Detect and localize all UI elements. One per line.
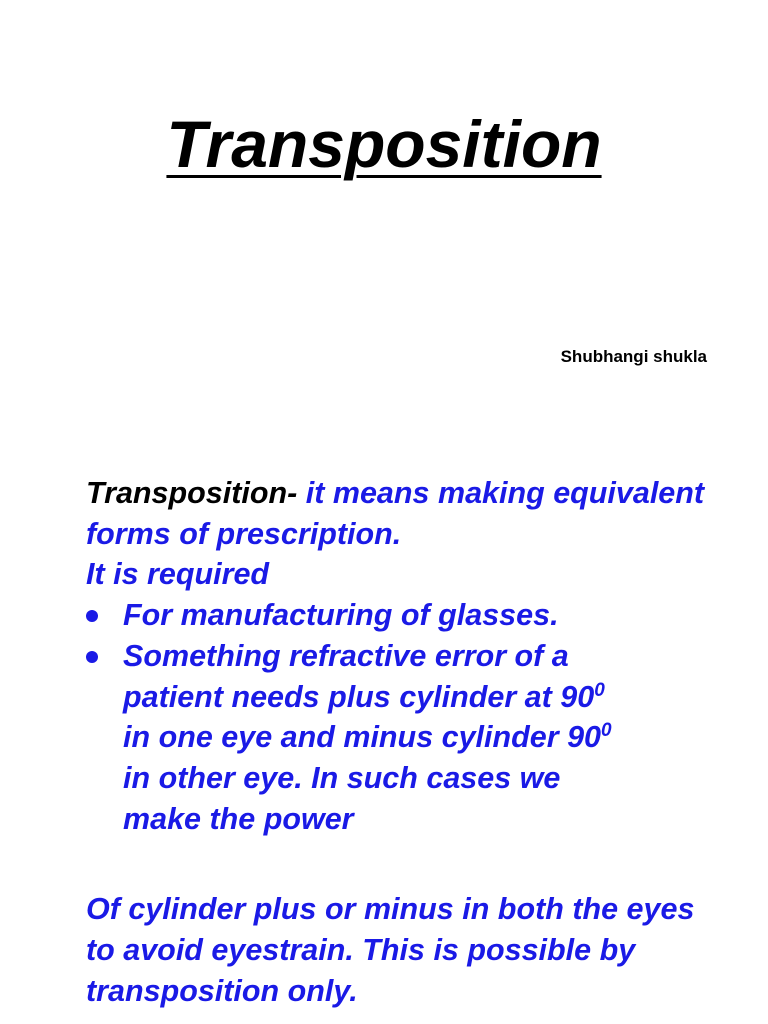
bullet-text-part: in other eye. In such cases we make the power	[123, 760, 561, 836]
degree-superscript: 0	[594, 679, 605, 701]
list-item	[86, 595, 736, 636]
bullet-icon	[86, 651, 98, 663]
bullet-icon	[86, 610, 98, 622]
definition-text: it means making equivalent forms of prescription.	[86, 476, 705, 551]
closing-paragraph: Of cylinder plus or minus in both the eyes to avoid eyestrain. This is possible by transposition only.	[86, 892, 695, 1008]
list-item	[86, 636, 736, 840]
definition-paragraph	[86, 473, 736, 554]
requirement-intro: It is required	[86, 557, 270, 592]
definition-term: Transposition-	[86, 476, 298, 510]
slide-body	[86, 473, 736, 1011]
requirement-list	[86, 595, 736, 839]
slide-title-text: Transposition	[166, 107, 602, 181]
bullet-text-part: Something refractive error of a patient needs plus cylinder at 90	[123, 638, 595, 714]
slide-title	[0, 104, 768, 184]
degree-superscript: 0	[601, 720, 612, 742]
bullet-text-part: in one eye and minus cylinder 90	[123, 679, 622, 755]
bullet-text: For manufacturing of glasses.	[123, 598, 559, 633]
author-name: Shubhangi shukla	[560, 347, 707, 366]
bullet-text	[123, 636, 643, 840]
